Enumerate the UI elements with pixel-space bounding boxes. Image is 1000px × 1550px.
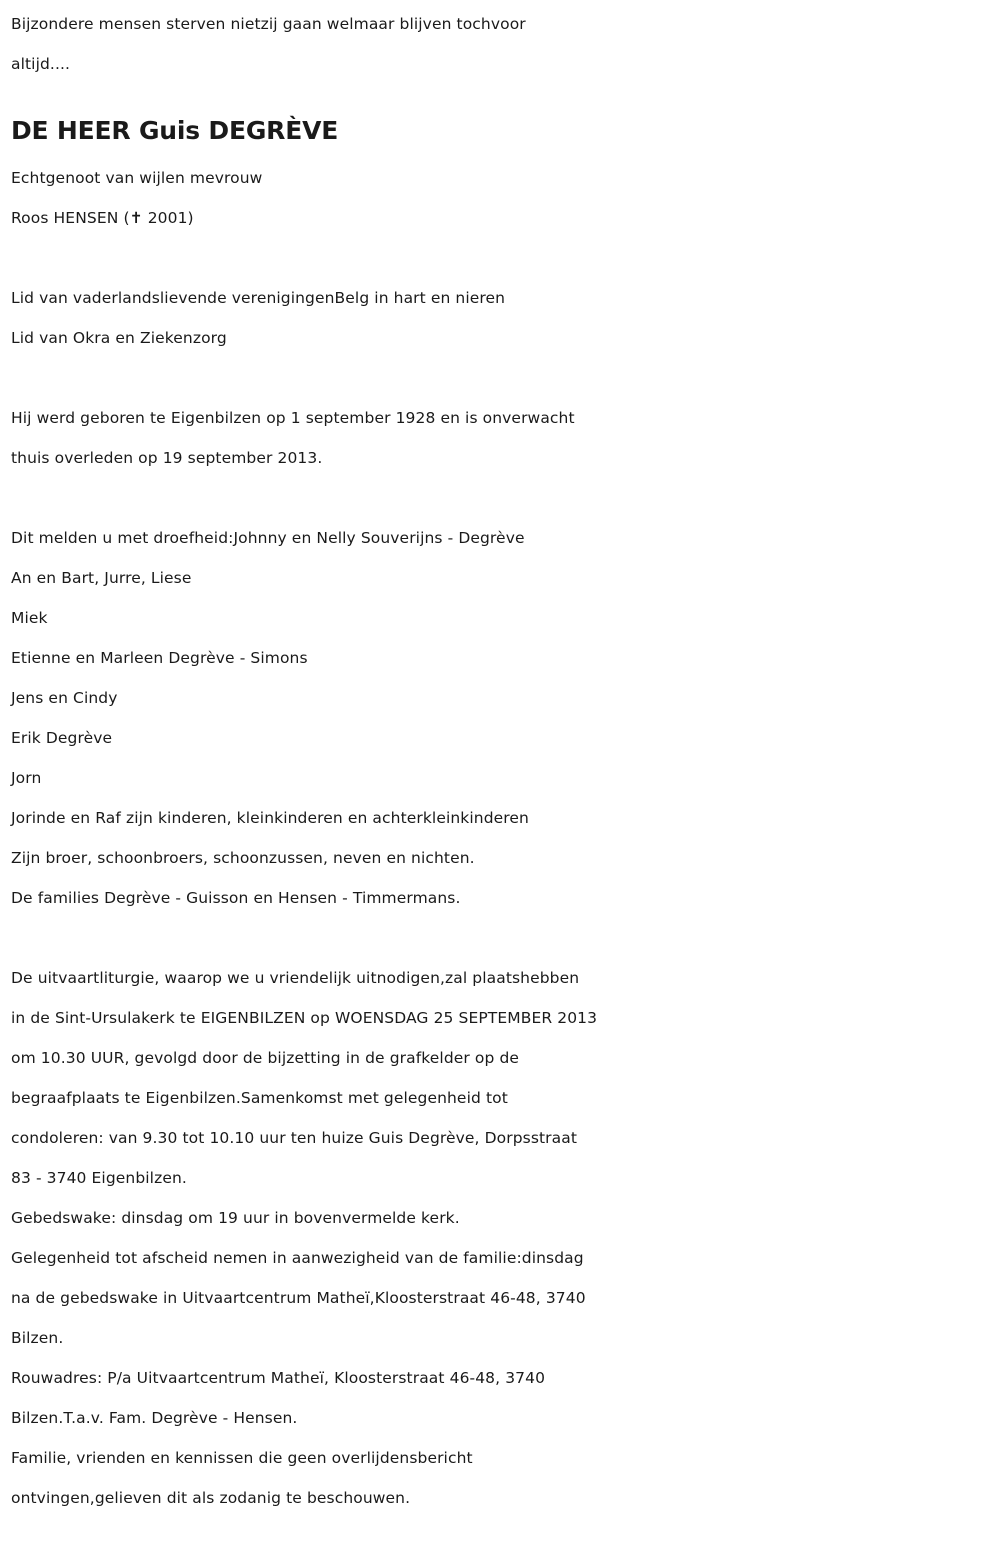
birth-death-info	[11, 398, 988, 478]
funeral-line: Bilzen.	[11, 1329, 64, 1347]
memberships	[11, 278, 988, 358]
funeral-line: Rouwadres: P/a Uitvaartcentrum Matheï, Kloosterstraat 46-48, 3740	[11, 1369, 546, 1387]
spacer	[11, 238, 988, 278]
birth-death-line: thuis overleden op 19 september 2013.	[11, 449, 323, 467]
funeral-line: in de Sint-Ursulakerk te EIGENBILZEN op WOENSDAG 25 SEPTEMBER 2013	[11, 1009, 598, 1027]
membership-line: Lid van vaderlandslievende verenigingenBelg in hart en nieren	[11, 289, 506, 307]
funeral-line: condoleren: van 9.30 tot 10.10 uur ten huize Guis Degrève, Dorpsstraat	[11, 1129, 578, 1147]
spouse-line: Roos HENSEN (✝ 2001)	[11, 209, 194, 227]
funeral-line: om 10.30 UUR, gevolgd door de bijzetting in de grafkelder op de	[11, 1049, 520, 1067]
family-line: Dit melden u met droefheid:Johnny en Nelly Souverijns - Degrève	[11, 529, 525, 547]
family-line: Jorinde en Raf zijn kinderen, kleinkinderen en achterkleinkinderen	[11, 809, 529, 827]
intro-line: altijd....	[11, 55, 71, 73]
funeral-line: begraafplaats te Eigenbilzen.Samenkomst met gelegenheid tot	[11, 1089, 508, 1107]
spacer	[11, 478, 988, 518]
family-line: Jens en Cindy	[11, 689, 118, 707]
funeral-line: 83 - 3740 Eigenbilzen.	[11, 1169, 187, 1187]
funeral-line: Gebedswake: dinsdag om 19 uur in bovenvermelde kerk.	[11, 1209, 460, 1227]
family-line: Zijn broer, schoonbroers, schoonzussen, neven en nichten.	[11, 849, 475, 867]
funeral-line: na de gebedswake in Uitvaartcentrum Matheï,Kloosterstraat 46-48, 3740	[11, 1289, 586, 1307]
spouse-info	[11, 158, 988, 238]
family-line: Erik Degrève	[11, 729, 113, 747]
intro-quote	[11, 4, 988, 84]
spacer	[11, 918, 988, 958]
spacer	[11, 84, 988, 104]
deceased-name: DE HEER Guis DEGRÈVE	[11, 116, 339, 145]
family-line: An en Bart, Jurre, Liese	[11, 569, 192, 587]
funeral-line: Bilzen.T.a.v. Fam. Degrève - Hensen.	[11, 1409, 298, 1427]
family-line: Jorn	[11, 769, 42, 787]
spouse-line: Echtgenoot van wijlen mevrouw	[11, 169, 263, 187]
funeral-line: Familie, vrienden en kennissen die geen overlijdensbericht	[11, 1449, 473, 1467]
intro-line: Bijzondere mensen sterven nietzij gaan welmaar blijven tochvoor	[11, 15, 526, 33]
funeral-line: ontvingen,gelieven dit als zodanig te beschouwen.	[11, 1489, 411, 1507]
spacer	[11, 358, 988, 398]
funeral-line: Gelegenheid tot afscheid nemen in aanwezigheid van de familie:dinsdag	[11, 1249, 584, 1267]
family-line: De families Degrève - Guisson en Hensen - Timmermans.	[11, 889, 461, 907]
birth-death-line: Hij werd geboren te Eigenbilzen op 1 september 1928 en is onverwacht	[11, 409, 575, 427]
funeral-details	[11, 958, 988, 1518]
family-line: Etienne en Marleen Degrève - Simons	[11, 649, 308, 667]
funeral-line: De uitvaartliturgie, waarop we u vriendelijk uitnodigen,zal plaatshebben	[11, 969, 580, 987]
family-list	[11, 518, 988, 918]
membership-line: Lid van Okra en Ziekenzorg	[11, 329, 227, 347]
family-line: Miek	[11, 609, 48, 627]
